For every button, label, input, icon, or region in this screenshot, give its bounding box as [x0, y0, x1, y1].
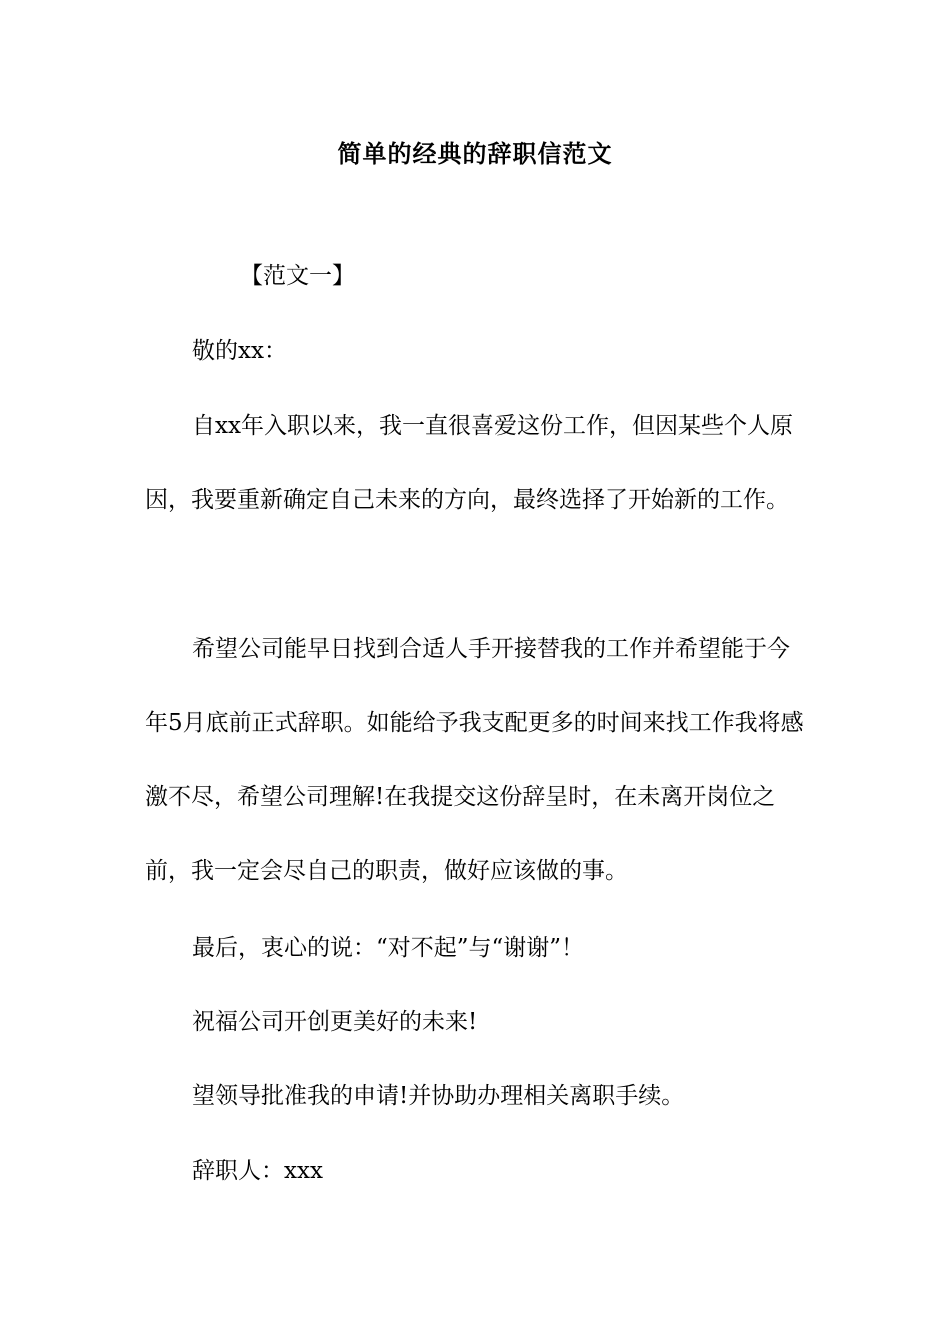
signature: 辞职人：xxx: [192, 1158, 323, 1184]
salutation: 敬的xx：: [192, 338, 287, 364]
document-title: 简单的经典的辞职信范文: [337, 139, 613, 168]
closing-thanks: 最后，衷心的说：“对不起”与“谢谢”！: [192, 935, 585, 961]
paragraph-request: 希望公司能早日找到合适人手开接替我的工作并希望能于今年5月底前正式辞职。如能给予我支配更多的时间来找工作我将感激不尽，希望公司理解!在我提交这份辞呈时，在未离开岗位之前，我一定会尽自己的职责，做好应该做的事。: [145, 636, 804, 884]
closing-request: 望领导批准我的申请!并协助办理相关离职手续。: [192, 1083, 685, 1109]
paragraph-intro: 自xx年入职以来，我一直很喜爱这份工作，但因某些个人原因，我要重新确定自己未来的方向，最终选择了开始新的工作。: [145, 413, 793, 513]
section-label: 【范文一】: [240, 263, 355, 289]
closing-wishes: 祝福公司开创更美好的未来!: [192, 1009, 478, 1035]
